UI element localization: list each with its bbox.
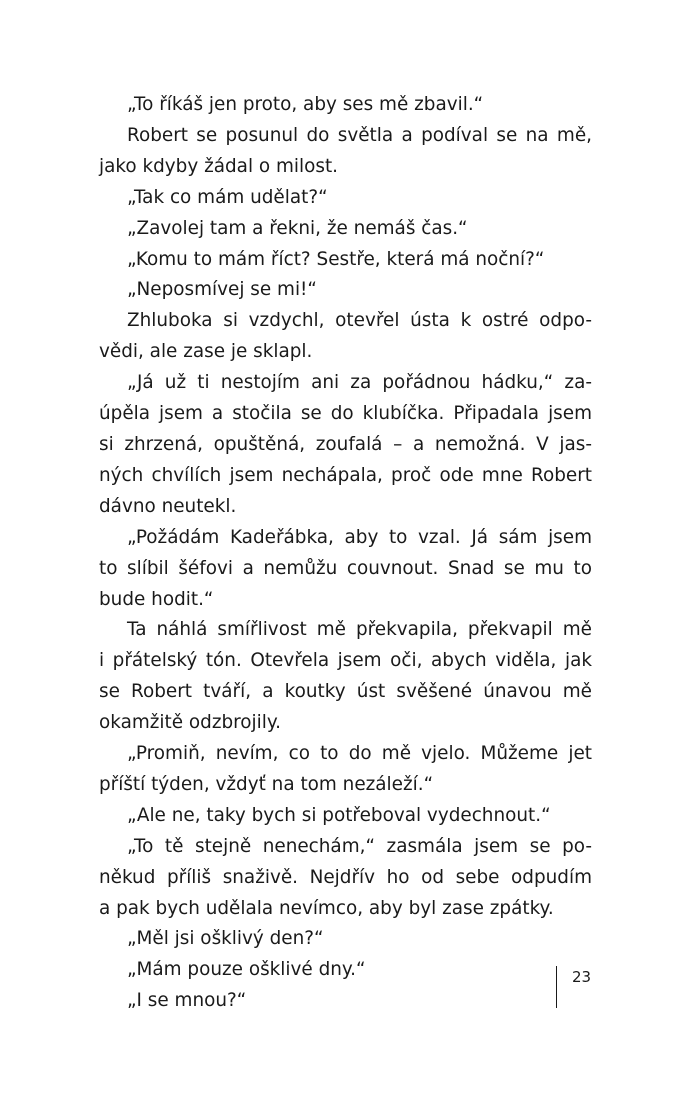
text-line: „Ale ne, taky bych si potřeboval vydechnout.“ [127, 804, 551, 826]
text-line: Zhluboka si vzdychl, otevřel ústa k ostré odpo- [127, 310, 592, 332]
text-line: „Já už ti nestojím ani za pořádnou hádku,“ za- [127, 372, 592, 394]
text-line: ných chvílích jsem nechápala, proč ode mne Robert [99, 464, 592, 486]
text-line: bude hodit.“ [99, 588, 214, 610]
text-line: Robert se posunul do světla a podíval se na mě, [127, 124, 592, 146]
text-line: „To tě stejně nenechám,“ zasmála jsem se po- [127, 835, 592, 857]
text-line: „Požádám Kadeřábka, aby to vzal. Já sám jsem [127, 526, 592, 548]
paragraph [99, 275, 592, 306]
page-number-rule [556, 966, 557, 1008]
text-line: to slíbil šéfovi a nemůžu couvnout. Snad se mu to [99, 557, 592, 579]
paragraph [99, 245, 592, 276]
text-line: „Promiň, nevím, co to do mě vjelo. Můžeme jet [127, 743, 592, 765]
text-line: „Neposmívej se mi!“ [127, 279, 317, 301]
paragraph [99, 183, 592, 214]
text-line: někud příliš snaživě. Nejdřív ho od sebe odpudím [99, 866, 592, 888]
paragraph [99, 214, 592, 245]
paragraph [99, 368, 592, 523]
paragraph [99, 955, 592, 986]
paragraph [99, 523, 592, 616]
text-line: úpěla jsem a stočila se do klubíčka. Připadala jsem [99, 403, 592, 425]
text-line: „Tak co mám udělat?“ [127, 186, 328, 208]
paragraph [99, 832, 592, 925]
text-line: Ta náhlá smířlivost mě překvapila, překvapil mě [127, 619, 592, 641]
paragraph [99, 801, 592, 832]
text-line: okamžitě odzbrojily. [99, 712, 281, 734]
page-number: 23 [572, 968, 592, 986]
text-line: příští týden, vždyť na tom nezáleží.“ [99, 773, 434, 795]
paragraph [99, 90, 592, 121]
text-line: dávno neutekl. [99, 495, 237, 517]
paragraph [99, 986, 592, 1017]
paragraph [99, 121, 592, 183]
text-line: a pak bych udělala nevímco, aby byl zase zpátky. [99, 897, 554, 919]
text-line: „Zavolej tam a řekni, že nemáš čas.“ [127, 217, 468, 239]
text-line: i přátelský tón. Otevřela jsem oči, abych viděla, jak [99, 650, 592, 672]
text-line: si zhrzená, opuštěná, zoufalá – a nemožná. V jas- [99, 433, 592, 455]
text-line: „Komu to mám říct? Sestře, která má noční?“ [127, 248, 545, 270]
text-line: „To říkáš jen proto, aby ses mě zbavil.“ [127, 94, 484, 115]
text-line: jako kdyby žádal o milost. [99, 155, 339, 177]
paragraph [99, 306, 592, 368]
text-line: „Měl jsi ošklivý den?“ [127, 928, 324, 950]
book-page-text [99, 90, 592, 1017]
text-line: vědi, ale zase je sklapl. [99, 341, 313, 363]
paragraph [99, 615, 592, 739]
text-line: se Robert tváří, a koutky úst svěšené únavou mě [99, 681, 592, 703]
text-line: „Mám pouze ošklivé dny.“ [127, 959, 366, 981]
paragraph [99, 739, 592, 801]
paragraph [99, 924, 592, 955]
text-line: „I se mnou?“ [127, 990, 247, 1012]
